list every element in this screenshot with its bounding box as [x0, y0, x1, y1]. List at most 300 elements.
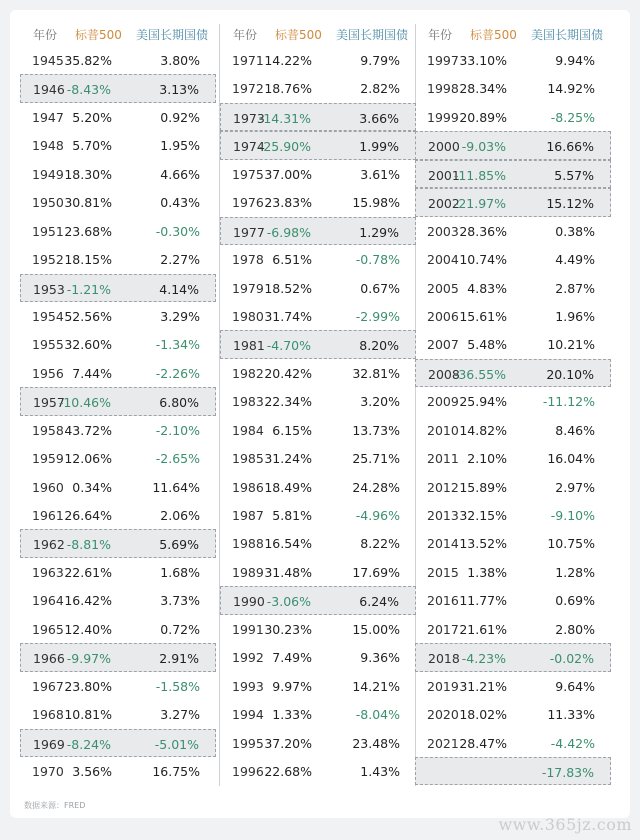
sp500-cell: 22.34%: [264, 394, 312, 410]
year-cell: 1990: [233, 594, 265, 610]
table-row: [220, 501, 416, 529]
year-cell: 2004: [427, 252, 459, 268]
sp500-cell: -14.31%: [258, 110, 311, 126]
sp500-cell: 12.06%: [64, 451, 112, 467]
year-cell: 2003: [427, 223, 459, 239]
table-row: [415, 444, 611, 472]
sp500-cell: 20.42%: [264, 365, 312, 381]
table-row: [20, 188, 216, 216]
sp500-cell: 6.51%: [272, 252, 312, 268]
year-cell: 1981: [233, 338, 265, 354]
year-cell: 2000: [428, 139, 460, 155]
year-cell: 2007: [427, 337, 459, 353]
bond-cell: 16.75%: [152, 763, 200, 779]
sp500-cell: 18.52%: [264, 280, 312, 296]
table-row: [220, 160, 416, 188]
sp500-cell: -1.21%: [66, 281, 111, 297]
table-header: [220, 22, 416, 46]
table-row: [20, 46, 216, 74]
bond-cell: 14.21%: [352, 678, 400, 694]
table-row: [415, 416, 611, 444]
bond-cell: -2.65%: [155, 451, 200, 467]
sp500-cell: 12.40%: [64, 621, 112, 637]
year-cell: 2001: [428, 167, 460, 183]
year-cell: 1996: [232, 763, 264, 779]
sp500-cell: 10.81%: [64, 707, 112, 723]
bond-cell: 4.49%: [555, 252, 595, 268]
data-source-note: 数据来源：FRED: [24, 801, 86, 810]
bond-cell: -9.10%: [550, 508, 595, 523]
sp500-cell: 6.15%: [272, 422, 312, 438]
sp500-cell: 10.74%: [459, 252, 507, 268]
bond-cell: 16.66%: [546, 139, 594, 155]
header-sp500: 标普500: [75, 28, 122, 42]
table-row: [20, 444, 216, 472]
bond-cell: 3.66%: [359, 110, 399, 126]
table-row: [415, 359, 611, 387]
table-row: [415, 131, 611, 159]
sp500-cell: -25.90%: [258, 139, 311, 155]
bond-cell: 8.22%: [360, 536, 400, 552]
year-cell: 1972: [232, 81, 264, 97]
table-row: [20, 643, 216, 671]
year-cell: 2008: [428, 366, 460, 382]
bond-cell: -5.01%: [154, 736, 199, 752]
bond-cell: 25.71%: [352, 451, 400, 467]
sp500-cell: -9.03%: [461, 139, 506, 155]
table-row: [220, 46, 416, 74]
bond-cell: 6.24%: [359, 594, 399, 610]
sp500-cell: 31.21%: [459, 678, 507, 694]
sp500-cell: 5.20%: [72, 109, 112, 125]
bond-cell: 0.69%: [555, 593, 595, 609]
year-cell: 1976: [232, 195, 264, 211]
table-row: [415, 330, 611, 358]
bond-cell: 11.33%: [547, 707, 595, 723]
table-row: [415, 586, 611, 614]
year-cell: 2010: [427, 422, 459, 438]
table-row: [220, 416, 416, 444]
table-row: [220, 643, 416, 671]
bond-cell: 16.04%: [547, 451, 595, 467]
sp500-cell: -8.43%: [66, 82, 111, 98]
sp500-cell: 23.80%: [64, 678, 112, 694]
table-row: [220, 245, 416, 273]
sp500-cell: 28.36%: [459, 223, 507, 239]
year-cell: 1952: [32, 252, 64, 268]
table-row: [415, 46, 611, 74]
bond-cell: -2.10%: [155, 422, 200, 438]
table-row: [20, 387, 216, 415]
table-row: [220, 302, 416, 330]
bond-cell: 2.82%: [360, 81, 400, 97]
bond-cell: 10.21%: [547, 337, 595, 353]
year-cell: 2013: [427, 508, 459, 523]
table-row: [220, 586, 416, 614]
bond-cell: 3.13%: [159, 82, 199, 98]
year-cell: 1968: [32, 707, 64, 723]
bond-cell: 5.69%: [159, 537, 199, 553]
sp500-cell: -3.06%: [266, 594, 311, 610]
table-row: [20, 700, 216, 728]
bond-cell: 3.27%: [160, 707, 200, 723]
year-cell: 1954: [32, 308, 64, 324]
sp500-cell: 14.82%: [459, 422, 507, 438]
table-row: [20, 729, 216, 757]
bond-cell: -0.78%: [355, 252, 400, 268]
year-cell: 1956: [32, 365, 64, 381]
bond-cell: 9.79%: [360, 53, 400, 68]
year-cell: 1973: [233, 110, 265, 126]
table-row: [220, 217, 416, 245]
bond-cell: 3.73%: [160, 593, 200, 609]
bond-cell: 9.64%: [555, 678, 595, 694]
bond-cell: 8.46%: [555, 422, 595, 438]
year-cell: 1946: [33, 82, 65, 98]
bond-cell: 6.80%: [159, 395, 199, 411]
table-row: [220, 274, 416, 302]
bond-cell: 20.10%: [546, 366, 594, 382]
returns-table-card: [10, 10, 630, 818]
bond-cell: 2.80%: [555, 621, 595, 637]
year-cell: 1947: [32, 109, 64, 125]
bond-cell: 11.64%: [152, 479, 200, 495]
sp500-cell: 5.48%: [467, 337, 507, 353]
sp500-cell: 33.10%: [459, 53, 507, 68]
sp500-cell: 14.22%: [264, 53, 312, 68]
bond-cell: -4.96%: [355, 508, 400, 523]
sp500-cell: -21.97%: [453, 196, 506, 212]
sp500-cell: 20.89%: [459, 109, 507, 125]
bond-cell: 5.57%: [554, 167, 594, 183]
sp500-cell: -9.97%: [66, 651, 111, 667]
sp500-cell: 18.76%: [264, 81, 312, 97]
table-row: [415, 700, 611, 728]
bond-cell: 8.20%: [359, 338, 399, 354]
table-row: [415, 160, 611, 188]
year-cell: 1991: [232, 621, 264, 637]
year-cell: 1999: [427, 109, 459, 125]
sp500-cell: 28.47%: [459, 735, 507, 751]
table-row: [220, 387, 416, 415]
bond-cell: 3.80%: [160, 53, 200, 68]
table-row: [220, 359, 416, 387]
year-cell: 2017: [427, 621, 459, 637]
bond-cell: 9.94%: [555, 53, 595, 68]
year-cell: 1986: [232, 479, 264, 495]
bond-cell: 15.12%: [546, 196, 594, 212]
bond-cell: 17.69%: [352, 564, 400, 580]
header-year: 年份: [33, 28, 58, 42]
table-row: [415, 501, 611, 529]
sp500-cell: 7.49%: [272, 650, 312, 666]
year-cell: 1993: [232, 678, 264, 694]
sp500-cell: 52.56%: [64, 308, 112, 324]
year-cell: 1969: [33, 736, 65, 752]
sp500-cell: 30.23%: [264, 621, 312, 637]
table-row: [415, 302, 611, 330]
table-row: [220, 757, 416, 785]
sp500-cell: -4.70%: [266, 338, 311, 354]
sp500-cell: 28.34%: [459, 81, 507, 97]
year-cell: 1998: [427, 81, 459, 97]
year-cell: 1985: [232, 451, 264, 467]
table-row: [20, 217, 216, 245]
sp500-cell: 7.44%: [72, 365, 112, 381]
header-sp500: 标普500: [470, 28, 517, 42]
bond-cell: 2.91%: [159, 651, 199, 667]
table-row: [415, 103, 611, 131]
year-cell: 2019: [427, 678, 459, 694]
sp500-cell: 30.81%: [64, 195, 112, 211]
bond-cell: 2.27%: [160, 252, 200, 268]
bond-cell: 2.87%: [555, 280, 595, 296]
table-row: [415, 757, 611, 785]
table-row: [415, 558, 611, 586]
sp500-cell: 4.83%: [467, 280, 507, 296]
sp500-cell: -10.46%: [58, 395, 111, 411]
table-row: [220, 103, 416, 131]
sp500-cell: 13.52%: [459, 536, 507, 552]
table-row: [415, 529, 611, 557]
table-header: [415, 22, 611, 46]
year-cell: 1945: [32, 53, 64, 68]
header-bond: 美国长期国债: [531, 28, 604, 42]
year-cell: 2012: [427, 479, 459, 495]
table-row: [220, 131, 416, 159]
sp500-cell: 22.61%: [64, 564, 112, 580]
table-row: [220, 729, 416, 757]
sp500-cell: 3.56%: [72, 763, 112, 779]
sp500-cell: 18.49%: [264, 479, 312, 495]
sp500-cell: 37.20%: [264, 735, 312, 751]
year-cell: 1995: [232, 735, 264, 751]
table-row: [20, 274, 216, 302]
year-cell: 2016: [427, 593, 459, 609]
table-row: [220, 558, 416, 586]
sp500-cell: 11.77%: [459, 593, 507, 609]
table-row: [220, 615, 416, 643]
sp500-cell: 22.68%: [264, 763, 312, 779]
table-row: [415, 274, 611, 302]
sp500-cell: 21.61%: [459, 621, 507, 637]
sp500-cell: 43.72%: [64, 422, 112, 438]
table-row: [415, 74, 611, 102]
header-year: 年份: [233, 28, 258, 42]
bond-cell: 13.73%: [352, 422, 400, 438]
bond-cell: 0.67%: [360, 280, 400, 296]
sp500-cell: 23.83%: [264, 195, 312, 211]
year-cell: 1975: [232, 166, 264, 182]
sp500-cell: -36.55%: [453, 366, 506, 382]
year-cell: 1978: [232, 252, 264, 268]
header-year: 年份: [428, 28, 453, 42]
sp500-cell: 9.97%: [272, 678, 312, 694]
table-row: [415, 672, 611, 700]
year-cell: 1953: [33, 281, 65, 297]
bond-cell: 24.28%: [352, 479, 400, 495]
sp500-cell: 32.15%: [459, 508, 507, 523]
sp500-cell: 23.68%: [64, 223, 112, 239]
table-row: [415, 473, 611, 501]
year-cell: 1965: [32, 621, 64, 637]
bond-cell: 32.81%: [352, 365, 400, 381]
bond-cell: -2.26%: [155, 365, 200, 381]
year-cell: 1988: [232, 536, 264, 552]
bond-cell: 23.48%: [352, 735, 400, 751]
year-cell: 2020: [427, 707, 459, 723]
bond-cell: 1.28%: [555, 564, 595, 580]
year-cell: 1977: [233, 224, 265, 240]
table-row: [220, 188, 416, 216]
bond-cell: -4.42%: [550, 735, 595, 751]
year-cell: 1989: [232, 564, 264, 580]
sp500-cell: 1.38%: [467, 564, 507, 580]
year-cell: 2005: [427, 280, 459, 296]
table-row: [20, 160, 216, 188]
sp500-cell: 5.70%: [72, 138, 112, 154]
table-row: [20, 302, 216, 330]
bond-cell: 14.92%: [547, 81, 595, 97]
year-cell: 1983: [232, 394, 264, 410]
bond-cell: 0.43%: [160, 195, 200, 211]
table-row: [20, 757, 216, 785]
sp500-cell: 18.30%: [64, 166, 112, 182]
year-cell: 1982: [232, 365, 264, 381]
sp500-cell: 26.64%: [64, 508, 112, 523]
table-row: [20, 131, 216, 159]
table-row: [20, 103, 216, 131]
year-cell: 1948: [32, 138, 64, 154]
sp500-cell: 37.00%: [264, 166, 312, 182]
year-cell: 2014: [427, 536, 459, 552]
year-cell: 1994: [232, 707, 264, 723]
bond-cell: 9.36%: [360, 650, 400, 666]
table-row: [20, 416, 216, 444]
sp500-cell: 31.74%: [264, 308, 312, 324]
year-cell: 1959: [32, 451, 64, 467]
table-row: [20, 586, 216, 614]
year-cell: 1979: [232, 280, 264, 296]
year-cell: 1950: [32, 195, 64, 211]
bond-cell: 1.99%: [359, 139, 399, 155]
year-cell: 1963: [32, 564, 64, 580]
sp500-cell: 2.10%: [467, 451, 507, 467]
sp500-cell: 31.24%: [264, 451, 312, 467]
year-cell: 2018: [428, 651, 460, 667]
sp500-cell: -6.98%: [266, 224, 311, 240]
bond-cell: -8.04%: [355, 707, 400, 723]
table-column: [415, 22, 611, 785]
sp500-cell: 18.02%: [459, 707, 507, 723]
table-row: [220, 700, 416, 728]
year-cell: 2011: [427, 451, 459, 467]
bond-cell: -17.83%: [541, 764, 594, 780]
bond-cell: 3.20%: [360, 394, 400, 410]
year-cell: 1962: [33, 537, 65, 553]
bond-cell: -1.58%: [155, 678, 200, 694]
table-row: [20, 245, 216, 273]
header-sp500: 标普500: [275, 28, 322, 42]
year-cell: 2015: [427, 564, 459, 580]
sp500-cell: 16.42%: [64, 593, 112, 609]
table-row: [220, 672, 416, 700]
bond-cell: 4.66%: [160, 166, 200, 182]
sp500-cell: -8.24%: [66, 736, 111, 752]
bond-cell: -11.12%: [542, 394, 595, 410]
sp500-cell: -4.23%: [461, 651, 506, 667]
table-row: [220, 529, 416, 557]
bond-cell: 15.98%: [352, 195, 400, 211]
year-cell: 1949: [32, 166, 64, 182]
table-row: [220, 74, 416, 102]
bond-cell: 1.95%: [160, 138, 200, 154]
year-cell: 1971: [232, 53, 264, 68]
sp500-cell: 35.82%: [64, 53, 112, 68]
year-cell: 1967: [32, 678, 64, 694]
sp500-cell: 31.48%: [264, 564, 312, 580]
table-row: [20, 672, 216, 700]
bond-cell: 1.96%: [555, 308, 595, 324]
year-cell: 1957: [33, 395, 65, 411]
table-row: [415, 387, 611, 415]
year-cell: 2006: [427, 308, 459, 324]
year-cell: 1961: [32, 508, 64, 523]
bond-cell: 1.29%: [359, 224, 399, 240]
year-cell: 1974: [233, 139, 265, 155]
year-cell: 1970: [32, 763, 64, 779]
table-header: [20, 22, 216, 46]
year-cell: 1966: [33, 651, 65, 667]
bond-cell: 3.29%: [160, 308, 200, 324]
table-row: [415, 729, 611, 757]
year-cell: 1960: [32, 479, 64, 495]
table-row: [20, 330, 216, 358]
sp500-cell: 16.54%: [264, 536, 312, 552]
bond-cell: -2.99%: [355, 308, 400, 324]
year-cell: 2002: [428, 196, 460, 212]
sp500-cell: 18.15%: [64, 252, 112, 268]
bond-cell: 15.00%: [352, 621, 400, 637]
year-cell: 1980: [232, 308, 264, 324]
sp500-cell: 25.94%: [459, 394, 507, 410]
table-row: [20, 501, 216, 529]
bond-cell: 0.38%: [555, 223, 595, 239]
sp500-cell: 0.34%: [72, 479, 112, 495]
year-cell: 2009: [427, 394, 459, 410]
bond-cell: -0.02%: [549, 651, 594, 667]
bond-cell: 4.14%: [159, 281, 199, 297]
sp500-cell: -11.85%: [453, 167, 506, 183]
table-row: [20, 558, 216, 586]
table-row: [20, 74, 216, 102]
header-bond: 美国长期国债: [136, 28, 209, 42]
table-row: [415, 245, 611, 273]
year-cell: 1997: [427, 53, 459, 68]
table-row: [415, 217, 611, 245]
year-cell: 1958: [32, 422, 64, 438]
bond-cell: 2.97%: [555, 479, 595, 495]
bond-cell: -0.30%: [155, 223, 200, 239]
sp500-cell: 15.89%: [459, 479, 507, 495]
table-row: [20, 359, 216, 387]
year-cell: 1964: [32, 593, 64, 609]
sp500-cell: 1.33%: [272, 707, 312, 723]
header-bond: 美国长期国债: [336, 28, 409, 42]
sp500-cell: 15.61%: [459, 308, 507, 324]
watermark: www.365jz.com: [498, 815, 632, 834]
sp500-cell: 32.60%: [64, 337, 112, 353]
